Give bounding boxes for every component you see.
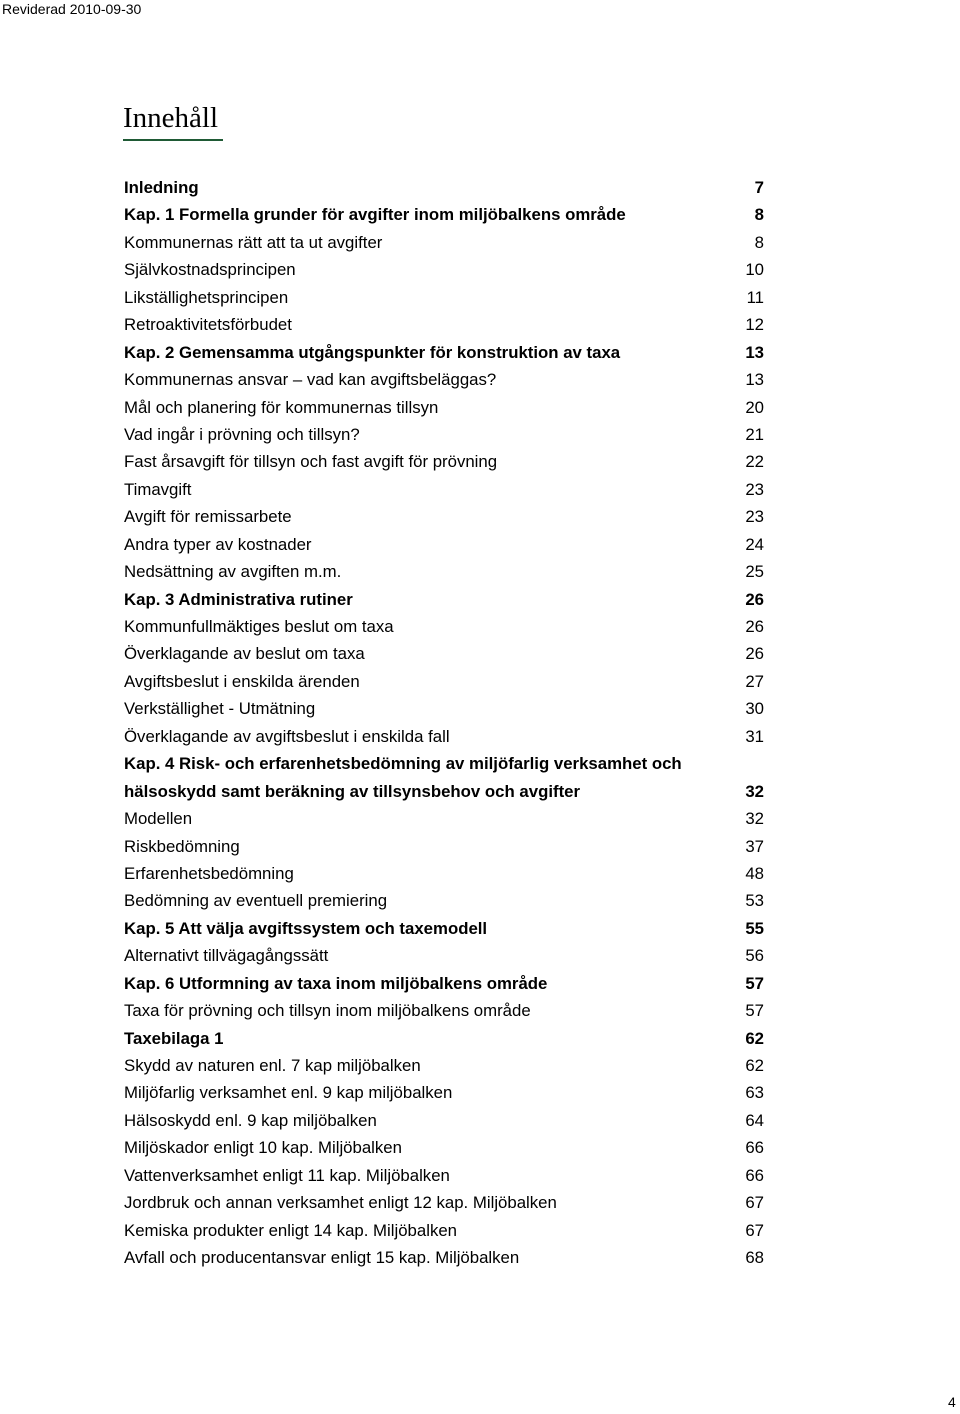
toc-entry-title (124, 1162, 738, 1189)
toc-entry-page: 8 (754, 232, 764, 252)
toc-entry-label: Vad ingår i prövning och tillsyn? (124, 424, 360, 444)
toc-entry-label: Kemiska produkter enligt 14 kap. Miljöbalken (124, 1220, 458, 1240)
toc-entry-label: Kommunernas rätt att ta ut avgifter (124, 232, 383, 252)
toc-entry-page: 63 (745, 1083, 764, 1103)
toc-entry[interactable] (124, 997, 764, 1024)
toc-entry-page: 53 (745, 891, 764, 911)
toc-entry-page: 7 (754, 178, 764, 197)
toc-entry[interactable] (124, 668, 764, 695)
toc-entry-page: 66 (745, 1165, 764, 1185)
toc-entry-page: 56 (745, 946, 764, 966)
toc-entry-label: Kap. 1 Formella grunder för avgifter inom miljöbalkens område (124, 205, 626, 225)
toc-entry[interactable] (124, 1134, 764, 1161)
toc-entry-page: 26 (745, 617, 764, 636)
toc-heading-wrap (123, 100, 223, 141)
toc-entry-page: 62 (745, 1028, 764, 1048)
toc-entry-title (124, 805, 738, 832)
toc-entry-label: Fast årsavgift för tillsyn och fast avgift för prövning (124, 452, 498, 472)
toc-entry-title (124, 750, 738, 777)
toc-entry-page: 22 (745, 452, 764, 472)
toc-entry[interactable] (124, 613, 764, 640)
toc-entry-label: Likställighetsprincipen (124, 287, 289, 307)
toc-entry-page: 64 (745, 1110, 764, 1130)
toc-entry-page: 30 (745, 699, 764, 719)
page-number: 4 (948, 1394, 956, 1410)
toc-entry[interactable] (124, 942, 764, 969)
toc-entry[interactable] (124, 339, 764, 366)
toc-entry-page: 55 (745, 918, 764, 938)
toc-entry-title (124, 1079, 738, 1106)
toc-entry-label: Jordbruk och annan verksamhet enligt 12 kap. Miljöbalken (124, 1193, 557, 1213)
toc-entry-label: Avgift för remissarbete (124, 507, 292, 527)
toc-entry[interactable] (124, 1244, 764, 1271)
toc-entry[interactable] (124, 311, 764, 338)
toc-entry-title (124, 531, 738, 558)
toc-entry[interactable] (124, 887, 764, 914)
toc-entry-label: Mål och planering för kommunernas tillsyn (124, 397, 439, 417)
toc-entry-label: Verkställighet - Utmätning (124, 699, 316, 719)
toc-entry[interactable] (124, 1107, 764, 1134)
toc-entry-title (124, 284, 738, 311)
toc-entry-page: 37 (745, 836, 764, 856)
toc-entry-label: Kap. 6 Utformning av taxa inom miljöbalkens område (124, 973, 548, 993)
table-of-contents (124, 174, 764, 1272)
toc-entry-title (124, 476, 738, 503)
toc-entry-title (124, 229, 738, 256)
toc-entry[interactable] (124, 586, 764, 613)
toc-entry-page: 25 (745, 562, 764, 582)
toc-entry-page: 11 (746, 287, 764, 307)
toc-entry-label: Taxa för prövning och tillsyn inom miljöbalkens område (124, 1001, 531, 1021)
toc-entry[interactable] (124, 833, 764, 860)
toc-entry-title (124, 311, 738, 338)
toc-entry-title (124, 503, 738, 530)
toc-entry[interactable] (124, 1162, 764, 1189)
toc-entry-page: 23 (745, 479, 764, 499)
toc-entry[interactable] (124, 970, 764, 997)
toc-entry-label: Miljöskador enligt 10 kap. Miljöbalken (124, 1138, 402, 1158)
toc-entry-label: Timavgift (124, 479, 192, 499)
toc-entry-title (124, 887, 738, 914)
toc-entry-title (124, 174, 738, 201)
toc-entry-label: Kommunfullmäktiges beslut om taxa (124, 617, 394, 636)
toc-entry-page: 13 (745, 370, 764, 390)
toc-entry-page: 48 (745, 863, 764, 883)
toc-entry-label: Kap. 5 Att välja avgiftssystem och taxemodell (124, 918, 488, 938)
toc-entry-label: Hälsoskydd enl. 9 kap miljöbalken (124, 1110, 377, 1130)
toc-entry-label: Överklagande av avgiftsbeslut i enskilda fall (124, 726, 450, 746)
toc-entry-title (124, 723, 738, 750)
toc-entry-title (124, 1025, 738, 1052)
toc-entry-page: 10 (745, 260, 764, 280)
toc-entry-label: Modellen (124, 809, 193, 829)
toc-entry-title (124, 997, 738, 1024)
toc-entry-label: Skydd av naturen enl. 7 kap miljöbalken (124, 1056, 421, 1075)
toc-entry-label: Alternativt tillvägagångssätt (124, 946, 329, 966)
toc-entry[interactable] (124, 174, 764, 201)
toc-entry-title (124, 256, 738, 283)
toc-entry-label: Nedsättning av avgiften m.m. (124, 562, 342, 582)
toc-entry[interactable] (124, 1025, 764, 1052)
toc-entry-label: Kap. 4 Risk- och erfarenhetsbedömning av miljöfarlig verksamhet och (124, 754, 682, 774)
toc-entry[interactable] (124, 1189, 764, 1216)
toc-entry-title (124, 1244, 738, 1271)
toc-entry[interactable] (124, 256, 764, 283)
toc-entry[interactable] (124, 558, 764, 585)
toc-entry-title (124, 668, 738, 695)
toc-entry-title (124, 1052, 738, 1079)
toc-entry-page: 32 (745, 781, 764, 801)
toc-entry-page: 62 (745, 1056, 764, 1075)
toc-entry-title (124, 778, 738, 805)
toc-entry-label: Avgiftsbeslut i enskilda ärenden (124, 671, 360, 691)
toc-entry-title (124, 915, 738, 942)
toc-entry-page: 26 (745, 644, 764, 664)
toc-entry-title (124, 613, 738, 640)
toc-entry-title (124, 1134, 738, 1161)
toc-entry[interactable] (124, 531, 764, 558)
toc-entry-label: Bedömning av eventuell premiering (124, 891, 388, 911)
toc-entry-title (124, 558, 738, 585)
toc-entry-label: Avfall och producentansvar enligt 15 kap. Miljöbalken (124, 1248, 520, 1268)
toc-entry[interactable] (124, 448, 764, 475)
toc-entry-label: hälsoskydd samt beräkning av tillsynsbehov och avgifter (124, 781, 581, 801)
toc-entry-label: Inledning (124, 178, 199, 197)
toc-entry[interactable] (124, 366, 764, 393)
toc-entry[interactable] (124, 750, 764, 777)
toc-entry[interactable] (124, 860, 764, 887)
toc-entry[interactable] (124, 723, 764, 750)
toc-entry-page: 66 (745, 1138, 764, 1158)
toc-entry-title (124, 366, 738, 393)
toc-entry-title (124, 640, 738, 667)
toc-entry-title (124, 970, 738, 997)
toc-entry-page: 13 (745, 342, 764, 362)
toc-entry-title (124, 860, 738, 887)
toc-entry-page: 67 (745, 1193, 764, 1213)
toc-entry-label: Riskbedömning (124, 836, 240, 856)
toc-entry-label: Taxebilaga 1 (124, 1028, 224, 1048)
toc-entry[interactable] (124, 1079, 764, 1106)
toc-entry-page: 23 (745, 507, 764, 527)
toc-entry[interactable] (124, 421, 764, 448)
toc-entry-page: 27 (745, 671, 764, 691)
toc-entry-label: Vattenverksamhet enligt 11 kap. Miljöbalken (124, 1165, 450, 1185)
toc-entry-page: 57 (745, 973, 764, 993)
toc-entry-page: 67 (745, 1220, 764, 1240)
toc-entry-title (124, 942, 738, 969)
toc-entry-page: 32 (745, 809, 764, 829)
toc-entry[interactable] (124, 201, 764, 228)
toc-entry-title (124, 421, 738, 448)
toc-entry-title (124, 339, 738, 366)
toc-entry-title (124, 1217, 738, 1244)
toc-entry-label: Kap. 3 Administrativa rutiner (124, 589, 353, 609)
toc-entry-page: 12 (745, 315, 764, 335)
toc-entry[interactable] (124, 1217, 764, 1244)
toc-entry-page: 21 (745, 424, 764, 444)
toc-entry[interactable] (124, 640, 764, 667)
toc-entry-title (124, 586, 738, 613)
toc-entry-label: Retroaktivitetsförbudet (124, 315, 292, 335)
toc-entry[interactable] (124, 503, 764, 530)
toc-entry[interactable] (124, 778, 764, 805)
toc-entry-title (124, 695, 738, 722)
toc-entry-title (124, 448, 738, 475)
toc-entry[interactable] (124, 805, 764, 832)
toc-entry-label: Kommunernas ansvar – vad kan avgiftsbeläggas? (124, 370, 497, 390)
toc-entry-page: 8 (754, 205, 764, 225)
toc-entry[interactable] (124, 1052, 764, 1079)
toc-entry-label: Överklagande av beslut om taxa (124, 644, 365, 664)
toc-entry-title (124, 394, 738, 421)
toc-entry-title (124, 201, 738, 228)
toc-entry-page: 57 (745, 1001, 764, 1021)
toc-entry-label: Kap. 2 Gemensamma utgångspunkter för konstruktion av taxa (124, 342, 621, 362)
toc-entry-title (124, 1107, 738, 1134)
toc-entry-page: 68 (745, 1248, 764, 1268)
toc-entry[interactable] (124, 394, 764, 421)
toc-entry-label: Miljöfarlig verksamhet enl. 9 kap miljöbalken (124, 1083, 453, 1103)
toc-entry-title (124, 1189, 738, 1216)
toc-entry[interactable] (124, 915, 764, 942)
toc-entry-label: Andra typer av kostnader (124, 534, 312, 554)
toc-entry-page: 31 (745, 726, 764, 746)
toc-entry-label: Erfarenhetsbedömning (124, 863, 294, 883)
toc-entry-page: 24 (745, 534, 764, 554)
toc-entry[interactable] (124, 476, 764, 503)
page-title: Innehåll (123, 100, 223, 141)
toc-entry[interactable] (124, 284, 764, 311)
toc-entry[interactable] (124, 695, 764, 722)
toc-entry[interactable] (124, 229, 764, 256)
toc-entry-page: 26 (745, 589, 764, 609)
toc-entry-label: Självkostnadsprincipen (124, 260, 296, 280)
toc-entry-title (124, 833, 738, 860)
toc-entry-page: 20 (745, 397, 764, 417)
revision-date: Reviderad 2010-09-30 (2, 1, 142, 17)
